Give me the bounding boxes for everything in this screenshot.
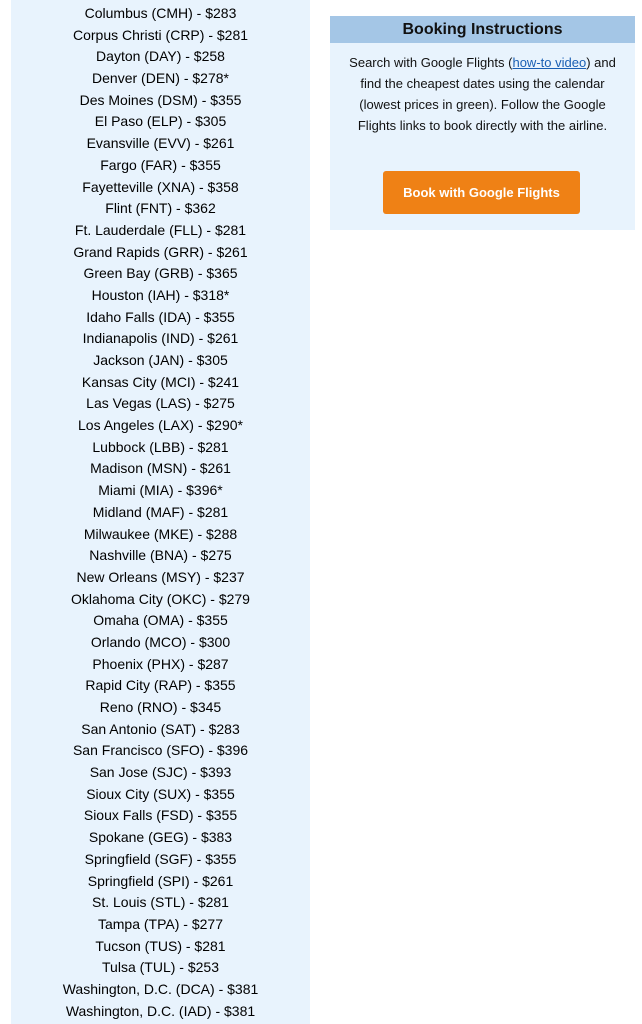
city-price-item: Kansas City (MCI) - $241	[81, 373, 240, 390]
city-price-panel	[11, 0, 310, 1024]
city-price-item: Tulsa (TUL) - $253	[102, 959, 219, 976]
city-price-item: Las Vegas (LAS) - $275	[86, 395, 235, 412]
how-to-video-link[interactable]: how-to video	[512, 55, 587, 70]
city-price-item: El Paso (ELP) - $305	[94, 113, 227, 130]
city-price-item: Madison (MSN) - $261	[90, 460, 231, 477]
city-price-item: Spokane (GEG) - $383	[88, 829, 233, 846]
city-price-item: Columbus (CMH) - $283	[84, 5, 237, 21]
instructions-text-end: ) and find the cheapest dates using the calendar (lowest prices in green). Follow the Google Flights links to book directly with the airline.	[357, 55, 616, 133]
city-price-item: Fargo (FAR) - $355	[100, 156, 221, 173]
city-price-item: Omaha (OMA) - $355	[93, 612, 228, 629]
city-price-item: Grand Rapids (GRR) - $261	[73, 243, 248, 260]
city-price-item: Midland (MAF) - $281	[92, 503, 229, 520]
city-price-item: Phoenix (PHX) - $287	[92, 655, 229, 672]
city-price-item: Fayetteville (XNA) - $358	[82, 178, 239, 195]
city-price-item: San Jose (SJC) - $393	[89, 764, 232, 781]
city-price-item: Tucson (TUS) - $281	[95, 937, 226, 954]
city-price-item: Springfield (SPI) - $261	[87, 872, 234, 889]
city-price-item: St. Louis (STL) - $281	[92, 894, 229, 911]
booking-instructions-text	[330, 43, 635, 136]
city-price-item: Indianapolis (IND) - $261	[82, 330, 239, 347]
city-price-item: Denver (DEN) - $278*	[92, 70, 229, 87]
city-price-item: Idaho Falls (IDA) - $355	[86, 308, 235, 325]
city-price-item: Springfield (SGF) - $355	[84, 850, 237, 867]
book-with-google-flights-button[interactable]: Book with Google Flights	[383, 171, 580, 214]
city-price-item: New Orleans (MSY) - $237	[76, 568, 245, 585]
city-price-item: Milwaukee (MKE) - $288	[83, 525, 238, 542]
city-price-item: Lubbock (LBB) - $281	[92, 438, 229, 455]
city-price-item: San Francisco (SFO) - $396	[72, 742, 249, 759]
city-price-item: Flint (FNT) - $362	[105, 200, 216, 217]
city-price-item: Ft. Lauderdale (FLL) - $281	[74, 221, 247, 238]
booking-instructions-title: Booking Instructions	[330, 16, 635, 43]
city-price-item: Corpus Christi (CRP) - $281	[72, 26, 249, 43]
city-price-item: Tampa (TPA) - $277	[97, 915, 223, 932]
city-price-item: Sioux City (SUX) - $355	[86, 785, 235, 802]
booking-instructions-box	[330, 16, 635, 230]
city-price-item: Miami (MIA) - $396*	[98, 482, 223, 499]
city-price-item: San Antonio (SAT) - $283	[81, 720, 240, 737]
city-price-item: Washington, D.C. (IAD) - $381	[65, 1002, 256, 1019]
city-price-item: Oklahoma City (OKC) - $279	[71, 590, 250, 607]
instructions-text-start: Search with Google Flights (	[349, 55, 513, 70]
city-price-item: Evansville (EVV) - $261	[86, 135, 235, 152]
city-price-item: Sioux Falls (FSD) - $355	[83, 807, 238, 824]
city-price-item: Rapid City (RAP) - $355	[85, 677, 236, 694]
city-price-list	[11, 3, 310, 1022]
city-price-item: Dayton (DAY) - $258	[96, 48, 225, 65]
city-price-item: Nashville (BNA) - $275	[89, 547, 232, 564]
city-price-item: Jackson (JAN) - $305	[93, 352, 228, 368]
city-price-item: Reno (RNO) - $345	[99, 699, 222, 715]
city-price-item: Los Angeles (LAX) - $290*	[78, 417, 243, 434]
city-price-item: Houston (IAH) - $318*	[91, 286, 230, 303]
city-price-item: Washington, D.C. (DCA) - $381	[62, 980, 259, 997]
city-price-item: Des Moines (DSM) - $355	[79, 91, 242, 108]
city-price-item: Orlando (MCO) - $300	[90, 633, 231, 650]
city-price-item: Green Bay (GRB) - $365	[83, 265, 238, 282]
